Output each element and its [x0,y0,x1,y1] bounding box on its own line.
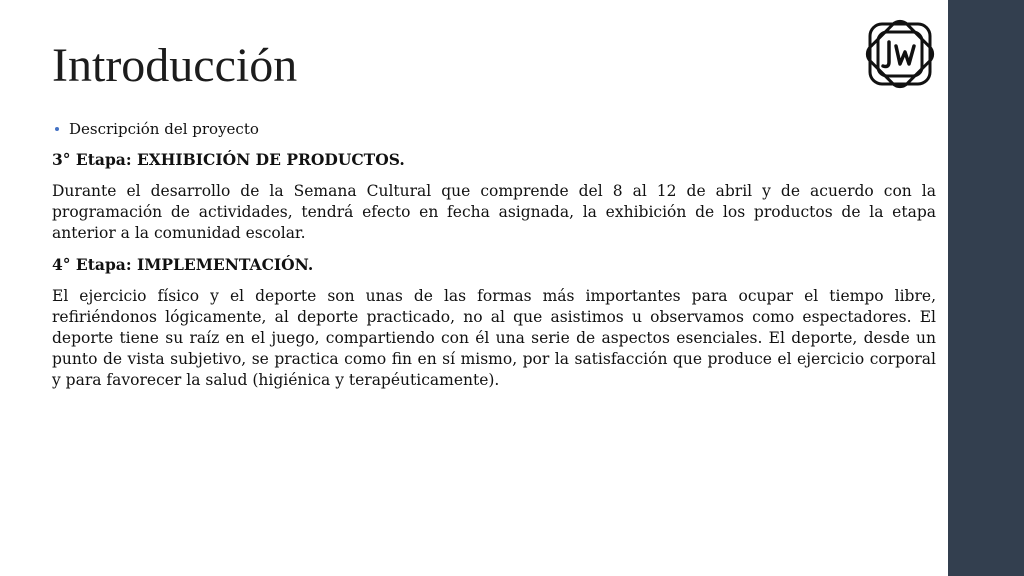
bullet-text: Descripción del proyecto [69,120,259,138]
stage4-paragraph: El ejercicio físico y el deporte son unas de las formas más importantes para ocupar el tiempo libre, refiriéndonos lógicamente, al deporte practicado, no al que asistimos u observamos como espectadores. El deporte tiene su raíz en el juego, compartiendo con él una serie de aspectos esenciales. El deporte, desde un punto de vista subjetivo, se practica como fin en sí mismo, por la satisfacción que produce el ejercicio corporal y para favorecer la salud (higiénica y terapéuticamente). [52,287,936,389]
slide-title: Introducción [52,39,298,92]
bullet-item [52,118,936,140]
bullet-dot-icon [55,127,59,131]
jw-logo-icon [856,10,944,98]
stage4-heading: 4° Etapa: IMPLEMENTACIÓN. [52,255,314,274]
right-sidebar-band [948,0,1024,576]
slide-content [52,118,936,401]
stage3-paragraph: Durante el desarrollo de la Semana Cultural que comprende del 8 al 12 de abril y de acuerdo con la programación de actividades, tendrá efecto en fecha asignada, la exhibición de los productos de la etapa anterior a la comunidad escolar. [52,182,936,242]
stage3-heading: 3° Etapa: EXHIBICIÓN DE PRODUCTOS. [52,150,405,169]
